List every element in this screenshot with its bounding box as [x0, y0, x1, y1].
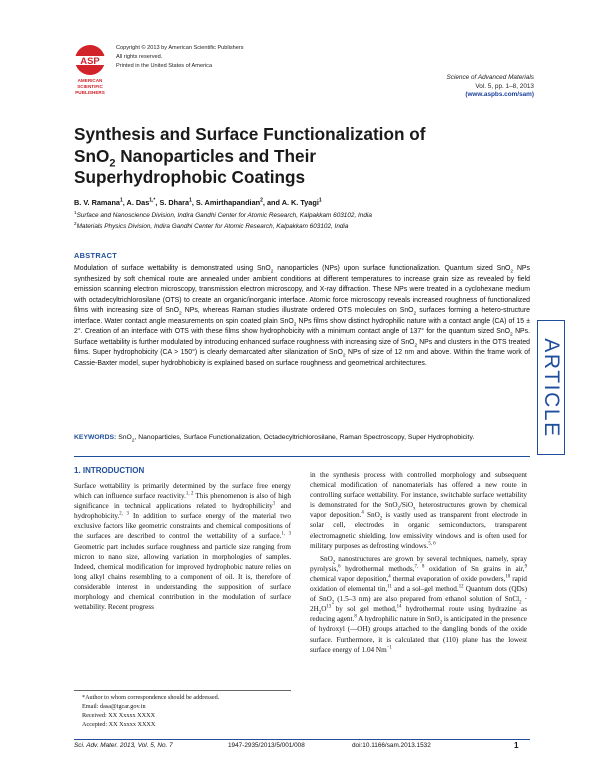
keywords-text: , Nanoparticles, Surface Functionalization, Octadecyltrichlorosilane, Raman Spectroscopy, Super Hydrophobicity.	[134, 434, 475, 441]
section-heading-introduction: 1. INTRODUCTION	[74, 466, 145, 475]
rights-line: All rights reserved.	[116, 54, 163, 61]
footnote-divider	[74, 690, 291, 691]
affiliation-text: Materials Physics Division, Indira Gandhi Center for Atomic Research, Kalpakkam 603102, India	[76, 223, 349, 230]
logo-abbr: ASP	[80, 56, 100, 67]
affiliation-1	[74, 209, 372, 219]
title-subscript: 2	[109, 157, 116, 170]
author-sup: 1	[119, 197, 123, 204]
author-sup: 1	[189, 197, 192, 204]
affiliation-2	[74, 220, 349, 230]
keywords-label: KEYWORDS:	[74, 434, 117, 441]
footnote	[82, 693, 219, 729]
title-part2b: Nanoparticles and Their	[115, 145, 317, 166]
header-divider	[74, 456, 530, 457]
body-paragraph: Surface wettability is primarily determined by the surface free energy which can influence surface reactivity.$^{1, 2}$ This phenomenon is also of high significance in technical applications related to hydrophilicity$^1$ and hydrophobicity.$^{2, 3}$ In addition to surface energy of the material two exclusive factors like geometric constraints and chemical compositions of the surfaces are described to control the wettability of a surface.$^{1, 3}$ Geometric part includes surface roughness and particle size ranging from micron to nano size, allowing variation in morphologies of samples. Indeed, chemical modification for improved hydrophobic nature relies on long alkyl chains resembling to a component of oil. It is, therefore of considerable interest in understanding the supposition of surface morphology and chemical contribution in the modulation of surface wettability. Recent progress	[74, 482, 291, 612]
paper-title	[74, 124, 514, 189]
affiliation-text: Surface and Nanoscience Division, Indira Gandhi Center for Atomic Research, Kalpakkam 603102, India	[76, 212, 372, 219]
footer-divider	[74, 739, 530, 740]
affiliation-sup: 2	[74, 220, 77, 226]
title-part3: Superhydrophobic Coatings	[74, 167, 306, 188]
copyright-line: Copyright © 2013 by American Scientific Publishers	[116, 45, 244, 51]
author-name: A. Das	[126, 198, 150, 207]
author-name: B. V. Ramana	[74, 198, 120, 207]
logo-line1: AMERICAN	[77, 78, 103, 83]
article-tab-label: ARTICLE	[540, 337, 563, 438]
journal-info	[446, 74, 534, 100]
body-column-right	[310, 470, 527, 655]
journal-volume: Vol. 5, pp. 1–8, 2013	[475, 82, 534, 90]
title-part2a: SnO	[74, 145, 110, 166]
printed-line: Printed in the United States of America	[116, 63, 213, 70]
author-name: S. Amirthapandian	[195, 198, 261, 207]
abstract-heading: ABSTRACT	[74, 251, 118, 260]
affiliation-sup: 1	[74, 209, 77, 215]
journal-url[interactable]: (www.aspbs.com/sam)	[465, 91, 534, 99]
asp-logo	[72, 44, 108, 98]
footer-doi[interactable]: doi:10.1166/sam.2013.1532	[352, 742, 431, 749]
footer-citation: Sci. Adv. Mater. 2013, Vol. 5, No. 7	[74, 742, 173, 749]
abstract-text: Modulation of surface wettability is demonstrated using SnO$_2$ nanoparticles (NPs) upon surface functionalization. Quantum sized SnO$_2$ NPs synthesized by soft chemical route are annealed under ambient conditions at different temperatures to increase grain size as revealed by field emission scanning electron microscopy, transmission electron microscopy, and X-ray diffraction. These NPs were treated in a cyclohexane medium with octadecyltrichlorosilane (OTS) to create an organic/inorganic interface. Atomic force microscopy reveals increased roughness of functionalized films with increasing size of SnO$_2$ NPs, whereas Raman studies illustrate ordered OTS molecules on SnO$_2$ surfaces forming a hetero-structure interface. Water contact angle measurements on spin coated plain SnO$_2$ NPs films show distinct hydrophilic nature with a contact angle (CA) of 15 ± 2°. Creation of an interface with OTS with these films show hydrophobicity with a minimum contact angle of 137° for the quantum sized SnO$_2$ NPs. Surface wettability is further modulated by introducing enhanced surface roughness with increasing size of SnO$_2$ NPs and clusters in the OTS treated films. Super hydrophobicity (CA > 150°) is clearly demarcated after silanization of SnO$_2$ NPs of size of 12 nm and above. Within the frame work of Cassie-Baxter model, super hydrobhobicity is explained based on surface roughness and geometrical architectures.	[74, 265, 531, 367]
title-part1: Synthesis and Surface Functionalization of	[74, 124, 426, 144]
author-name: S. Dhara	[159, 198, 190, 207]
page-number: 1	[514, 741, 519, 750]
keywords	[74, 433, 530, 444]
keywords-sno: SnO	[118, 434, 132, 441]
keywords-sub: 2	[131, 438, 135, 444]
author-list: B. V. Ramana$^1$, A. Das$^{1,*}$, S. Dhara$^1$, S. Amirthapandian$^2$, and A. K. Tyagi$^1$	[74, 197, 322, 207]
body-paragraph: in the synthesis process with controlled morphology and subsequent chemical modification of nanomaterials has offered a new route in controlling surface wettability. For instance, switchable surface wettability is demonstrated for the SnO$_2$/SiO$_x$ heterostructures grown by chemical vapor deposition.$^4$ SnO$_2$ is vastly used as transparent front electrode in solar cell, electrodes in organic semiconductors, transparent electromagnetic shielding, low emissivity windows and is often used for military purposes as defrosting windows.$^{5, 6}$	[310, 471, 527, 550]
logo-line3: PUBLISHERS	[75, 90, 105, 95]
footnote-correspondence: *Author to whom correspondence should be addressed.	[82, 694, 220, 701]
footnote-accepted: Accepted: XX Xxxxx XXXX	[82, 721, 156, 729]
footnote-received: Received: XX Xxxxx XXXX	[82, 712, 156, 720]
author-sup: 2	[260, 197, 263, 204]
article-tab	[537, 320, 565, 455]
body-column-left	[74, 481, 291, 612]
author-name: A. K. Tyagi	[281, 198, 319, 207]
journal-name: Science of Advanced Materials	[446, 74, 534, 81]
logo-line2: SCIENTIFIC	[77, 84, 103, 89]
copyright-block	[116, 44, 244, 72]
body-paragraph: SnO$_2$ nanostructures are grown by several techniques, namely, spray pyrolysis,$^6$ hydrothermal methods,$^{7, 8}$ oxidation of Sn grains in air,$^9$ chemical vapor deposition,$^4$ thermal evaporation of oxide powders,$^{10}$ rapid oxidation of elemental tin,$^{11}$ and a sol–gel method.$^{12}$ Quantum dots (QDs) of SnO$_2$ (1.5–3 nm) are also prepared from ethanol solution of SnCl$_2$ · $2H_2O^{13}$ by sol gel method,$^{14}$ hydrothermal route using hydrazine as reducing agent.$^8$ A hydrophilic nature in SnO$_2$ is anticipated in the presence of hydroxyl (—OH) groups attached to the dangling bonds of the oxide surface. Furthermore, it is calculated that (110) plane has the lowest surface energy of 1.04 $Nm^{-1}$	[310, 554, 528, 654]
footer-issn: 1947-2935/2013/5/001/008	[228, 742, 305, 749]
footnote-email: Email: dasa@igcar.gov.in	[82, 703, 146, 711]
author-sup: 1,*	[149, 197, 156, 204]
author-sup: 1	[318, 197, 322, 204]
